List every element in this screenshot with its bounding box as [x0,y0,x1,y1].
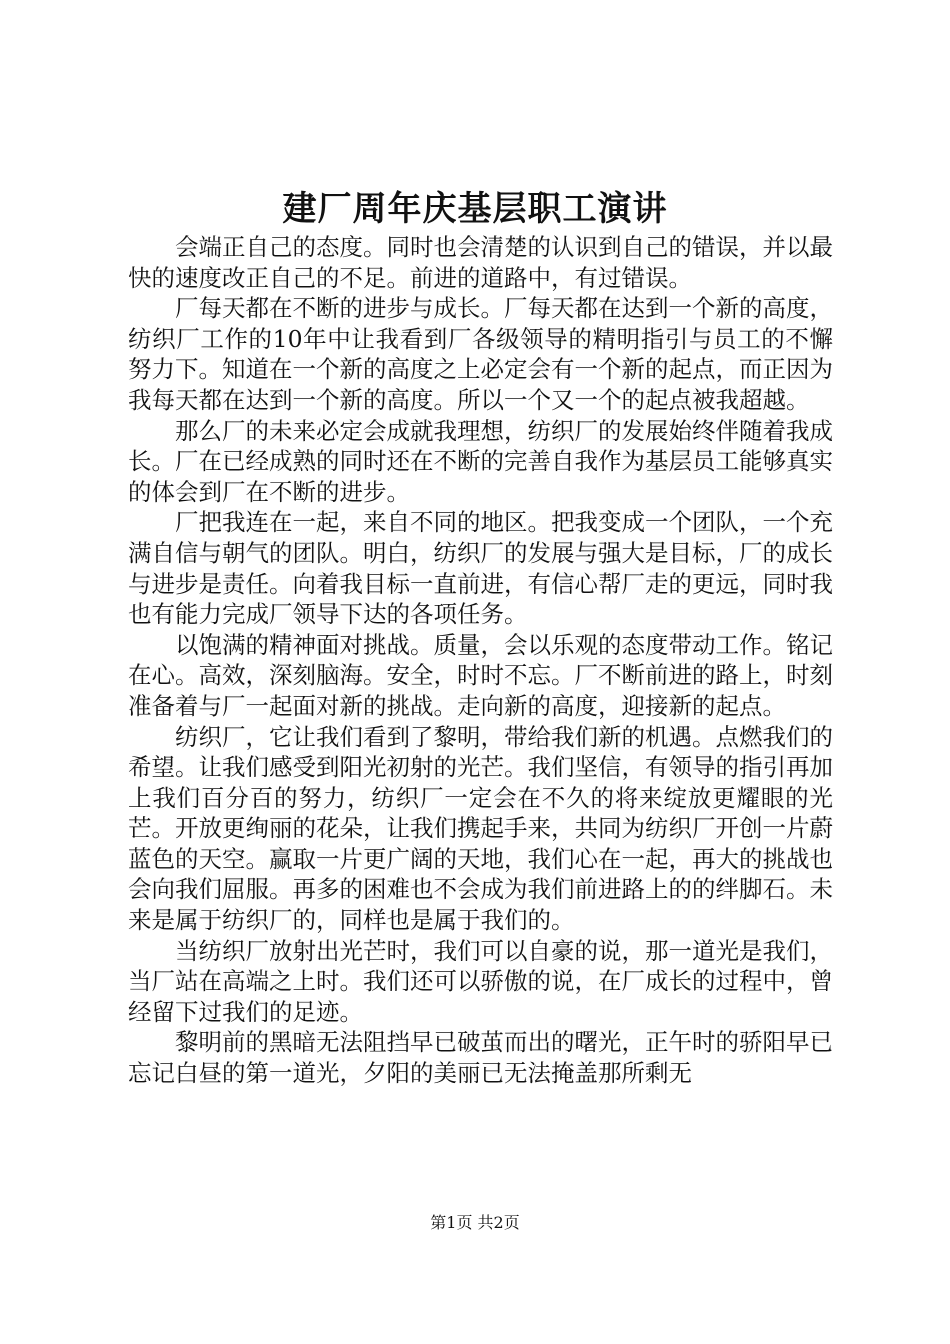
page-footer: 第1页 共2页 [430,1213,520,1232]
paragraph: 厂把我连在一起，来自不同的地区。把我变成一个团队，一个充满自信与朝气的团队。明白，纺织厂的发展与强大是目标，厂的成长与进步是责任。向着我目标一直前进，有信心帮厂走的更远，同时我也有能力完成厂领导下达的各项任务。 [128,508,833,629]
paragraph: 当纺织厂放射出光芒时，我们可以自豪的说，那一道光是我们，当厂站在高端之上时。我们还可以骄傲的说，在厂成长的过程中，曾经留下过我们的足迹。 [128,936,833,1026]
paragraph: 以饱满的精神面对挑战。质量，会以乐观的态度带动工作。铭记在心。高效，深刻脑海。安全，时时不忘。厂不断前进的路上，时刻准备着与厂一起面对新的挑战。走向新的高度，迎接新的起点。 [128,630,833,720]
paragraph: 纺织厂，它让我们看到了黎明，带给我们新的机遇。点燃我们的希望。让我们感受到阳光初射的光芒。我们坚信，有领导的指引再加上我们百分百的努力，纺织厂一定会在不久的将来绽放更耀眼的光芒。开放更绚丽的花朵，让我们携起手来，共同为纺织厂开创一片蔚蓝色的天空。赢取一片更广阔的天地，我们心在一起，再大的挑战也会向我们屈服。再多的困难也不会成为我们前进路上的的绊脚石。未来是属于纺织厂的，同样也是属于我们的。 [128,722,833,935]
paragraph: 那么厂的未来必定会成就我理想，纺织厂的发展始终伴随着我成长。厂在已经成熟的同时还在不断的完善自我作为基层员工能够真实的体会到厂在不断的进步。 [128,416,833,506]
document-body [128,232,833,1089]
paragraph: 厂每天都在不断的进步与成长。厂每天都在达到一个新的高度，纺织厂工作的10年中让我看到厂各级领导的精明指引与员工的不懈努力下。知道在一个新的高度之上必定会有一个新的起点，而正因为我每天都在达到一个新的高度。所以一个又一个的起点被我超越。 [128,294,833,414]
document-title: 建厂周年庆基层职工演讲 [282,189,668,229]
paragraph: 黎明前的黑暗无法阻挡早已破茧而出的曙光，正午时的骄阳早已忘记白昼的第一道光，夕阳的美丽已无法掩盖那所剩无 [128,1028,833,1088]
paragraph: 会端正自己的态度。同时也会清楚的认识到自己的错误，并以最快的速度改正自己的不足。前进的道路中，有过错误。 [128,233,833,292]
